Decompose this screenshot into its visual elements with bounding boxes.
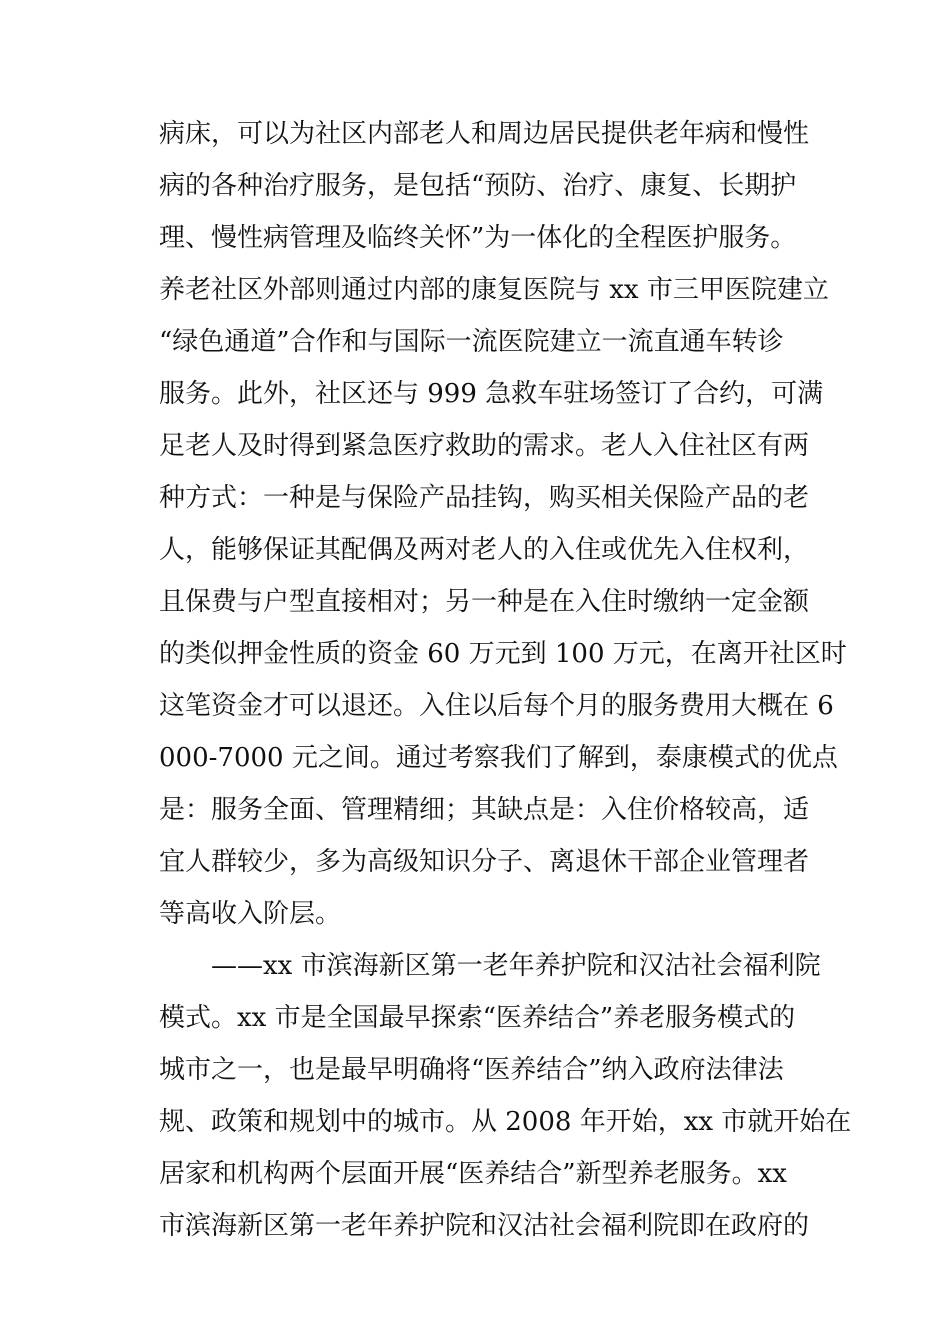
text-line: ——xx 市滨海新区第一老年养护院和汉沽社会福利院 xyxy=(211,951,821,981)
text-line: 城市之一，也是最早明确将“医养结合”纳入政府法律法 xyxy=(159,1055,784,1085)
text-line: 理、慢性病管理及临终关怀”为一体化的全程医护服务。 xyxy=(159,223,797,253)
body-text xyxy=(159,108,852,1252)
text-line: “绿色通道”合作和与国际一流医院建立一流直通车转诊 xyxy=(159,327,784,357)
text-line: 是：服务全面、管理精细；其缺点是：入住价格较高，适 xyxy=(159,795,810,825)
text-line: 宜人群较少，多为高级知识分子、离退休干部企业管理者 xyxy=(159,847,810,877)
text-line: 这笔资金才可以退还。入住以后每个月的服务费用大概在 6 xyxy=(159,691,834,721)
text-line: 人，能够保证其配偶及两对老人的入住或优先入住权利， xyxy=(159,535,810,565)
text-line: 模式。xx 市是全国最早探索“医养结合”养老服务模式的 xyxy=(159,1003,796,1033)
text-line: 的类似押金性质的资金 60 万元到 100 万元，在离开社区时 xyxy=(159,639,847,669)
text-line: 且保费与户型直接相对；另一种是在入住时缴纳一定金额 xyxy=(159,587,810,617)
text-line: 000-7000 元之间。通过考察我们了解到，泰康模式的优点 xyxy=(159,743,838,773)
text-line: 服务。此外，社区还与 999 急救车驻场签订了合约，可满 xyxy=(159,379,824,409)
text-line: 病床，可以为社区内部老人和周边居民提供老年病和慢性 xyxy=(159,119,810,149)
text-line: 种方式：一种是与保险产品挂钩，购买相关保险产品的老 xyxy=(159,483,810,513)
text-line: 规、政策和规划中的城市。从 2008 年开始，xx 市就开始在 xyxy=(159,1107,852,1137)
text-line: 病的各种治疗服务，是包括“预防、治疗、康复、长期护 xyxy=(159,171,797,201)
text-line: 市滨海新区第一老年养护院和汉沽社会福利院即在政府的 xyxy=(159,1211,810,1241)
text-line: 足老人及时得到紧急医疗救助的需求。老人入住社区有两 xyxy=(159,431,810,461)
text-line: 居家和机构两个层面开展“医养结合”新型养老服务。xx xyxy=(159,1159,787,1189)
text-line: 养老社区外部则通过内部的康复医院与 xx 市三甲医院建立 xyxy=(159,275,829,305)
text-line: 等高收入阶层。 xyxy=(159,899,342,929)
